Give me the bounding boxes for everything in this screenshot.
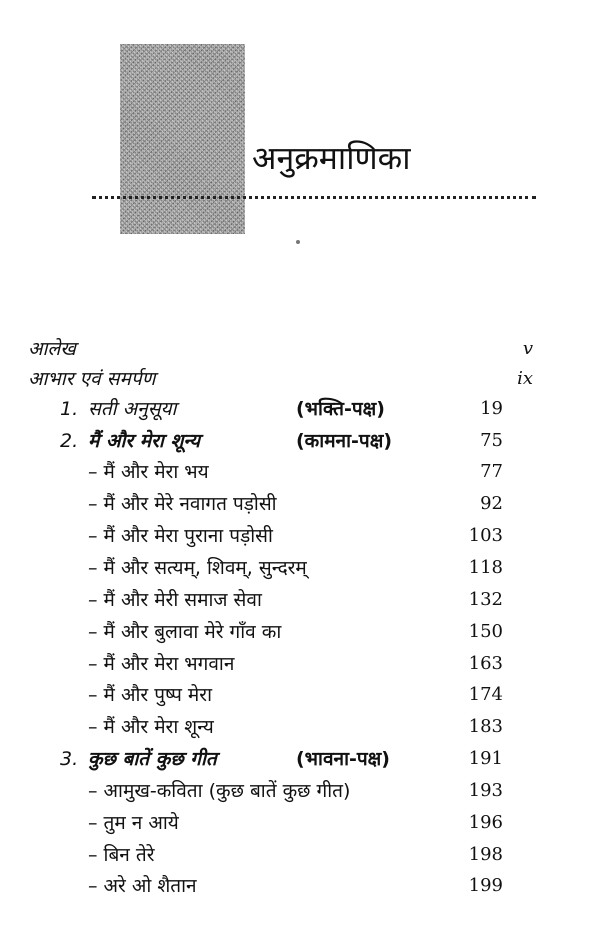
toc-entry-label: आभार एवं समर्पण: [28, 368, 156, 390]
section-label: कुछ बातें कुछ गीत: [88, 748, 217, 770]
toc-subentry[interactable]: [88, 680, 505, 710]
toc-entry-label: – मैं और पुष्प मेरा: [88, 684, 212, 706]
toc-entry-page: 163: [468, 653, 503, 674]
section-number: 2.: [60, 430, 79, 452]
page-title: अनुक्रमाणिका: [252, 139, 411, 177]
toc-entry-label: – मैं और मेरा पुराना पड़ोसी: [88, 525, 273, 547]
section-number: 3.: [60, 748, 79, 770]
section-label: मैं और मेरा शून्य: [88, 430, 201, 452]
toc-subentry[interactable]: [88, 585, 505, 615]
toc-entry-page: 150: [468, 621, 503, 642]
toc-entry-page: 103: [468, 525, 503, 546]
section-label: सती अनुसूया: [88, 398, 177, 420]
toc-subentry[interactable]: [88, 808, 505, 838]
toc-entry-label: – मैं और मेरा भय: [88, 461, 209, 483]
toc-entry-page: 92: [480, 493, 503, 514]
toc-entry-label: – आमुख-कविता (कुछ बातें कुछ गीत): [88, 780, 351, 802]
toc-entry-page: 174: [468, 684, 503, 705]
toc-entry-label: – मैं और बुलावा मेरे गाँव का: [88, 621, 282, 643]
toc-subentry[interactable]: [88, 776, 505, 806]
toc-entry-page: 75: [480, 430, 503, 451]
toc-entry-page: 19: [480, 398, 503, 419]
toc-entry-page: 118: [468, 557, 503, 578]
toc-entry-page: 198: [468, 844, 503, 865]
toc-entry-label: – अरे ओ शैतान: [88, 875, 197, 897]
section-category: (भक्ति-पक्ष): [296, 398, 385, 420]
toc-entry-label: आलेख: [28, 338, 76, 360]
toc-entry-label: – तुम न आये: [88, 812, 179, 834]
toc-entry-page: 196: [468, 812, 503, 833]
toc-entry-page: 132: [468, 589, 503, 610]
toc-section[interactable]: [60, 744, 505, 774]
dotted-divider: [92, 196, 536, 199]
toc-subentry[interactable]: [88, 871, 505, 901]
toc-entry-label: – मैं और मेरा शून्य: [88, 716, 214, 738]
toc-entry-page: 191: [468, 748, 503, 769]
toc-entry-page: 183: [468, 716, 503, 737]
toc-subentry[interactable]: [88, 712, 505, 742]
toc-entry-page: 77: [480, 461, 503, 482]
toc-entry-front[interactable]: [28, 334, 568, 364]
toc-entry-page: 193: [468, 780, 503, 801]
section-category: (कामना-पक्ष): [296, 430, 393, 452]
print-speck: [296, 240, 300, 244]
toc-entry-label: – बिन तेरे: [88, 844, 155, 866]
toc-entry-label: – मैं और मेरे नवागत पड़ोसी: [88, 493, 277, 515]
toc-subentry[interactable]: [88, 617, 505, 647]
section-category: (भावना-पक्ष): [296, 748, 390, 770]
decorative-halftone-block: [120, 44, 245, 234]
toc-subentry[interactable]: [88, 553, 505, 583]
toc-subentry[interactable]: [88, 649, 505, 679]
toc-entry-label: – मैं और सत्यम्, शिवम्, सुन्दरम्: [88, 557, 307, 579]
toc-entry-front[interactable]: [28, 364, 568, 394]
section-number: 1.: [60, 398, 79, 420]
toc-subentry[interactable]: [88, 489, 505, 519]
toc-entry-label: – मैं और मेरी समाज सेवा: [88, 589, 262, 611]
toc-entry-page: ix: [517, 368, 533, 389]
toc-entry-label: – मैं और मेरा भगवान: [88, 653, 235, 675]
toc-subentry[interactable]: [88, 457, 505, 487]
toc-subentry[interactable]: [88, 521, 505, 551]
toc-entry-page: 199: [468, 875, 503, 896]
toc-section[interactable]: [60, 394, 505, 424]
toc-entry-page: v: [522, 338, 533, 359]
toc-subentry[interactable]: [88, 840, 505, 870]
toc-section[interactable]: [60, 426, 505, 456]
